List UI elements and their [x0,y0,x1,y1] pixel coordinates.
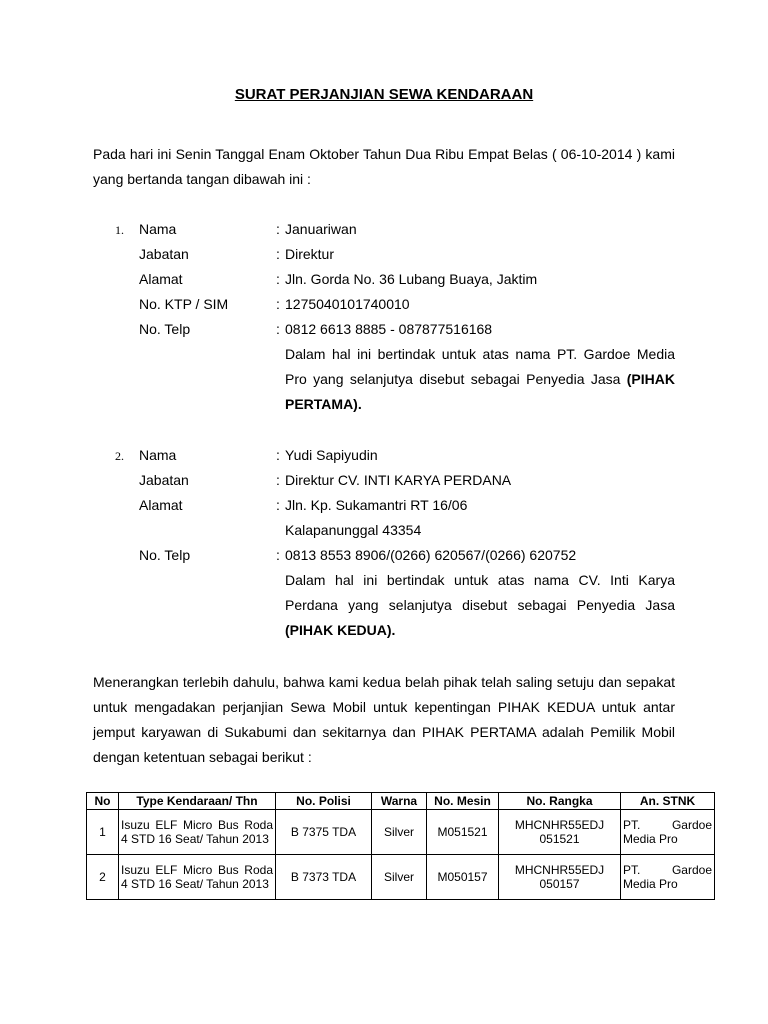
field-colon: : [276,472,280,488]
cell-mesin: M050157 [427,855,499,900]
field-value: Jln. Gorda No. 36 Lubang Buaya, Jaktim [285,271,538,287]
field-colon: : [276,246,280,262]
cell-no: 2 [87,855,119,900]
column-header: Warna [372,793,427,810]
cell-rangka: MHCNHR55EDJ 050157 [499,855,621,900]
statement-paragraph: Menerangkan terlebih dahulu, bahwa kami kedua belah pihak telah saling setuju dan sepakat untuk mengadakan perjanjian Sewa Mobil untuk kepentingan PIHAK KEDUA untuk antar jemput karyawan di Sukabumi dan sekitarnya dan PIHAK PERTAMA adalah Pemilik Mobil dengan ketentuan sebagai berikut : [93,674,675,765]
field-value: Jln. Kp. Sukamantri RT 16/06 [285,497,468,513]
field-label: No. Telp [139,321,191,337]
column-header: No [87,793,119,810]
field-label: Jabatan [139,472,189,488]
party-one-role-note [285,342,675,417]
cell-polisi: B 7375 TDA [276,810,372,855]
field-label: No. Telp [139,547,191,563]
role-note-text: Dalam hal ini bertindak untuk atas nama CV. Inti Karya Perdana yang selanjutya disebut sebagai Penyedia Jasa [285,572,675,613]
field-value: Direktur CV. INTI KARYA PERDANA [285,472,512,488]
column-header: No. Rangka [499,793,621,810]
field-label: Alamat [139,497,183,513]
document-title: SURAT PERJANJIAN SEWA KENDARAAN [234,86,534,103]
field-colon: : [276,547,280,563]
cell-warna: Silver [372,855,427,900]
field-label: Nama [139,447,177,463]
role-note-bold: (PIHAK KEDUA). [285,622,396,638]
cell-stnk: PT. Gardoe Media Pro [621,810,715,855]
field-value: 1275040101740010 [285,296,410,312]
cell-stnk: PT. Gardoe Media Pro [621,855,715,900]
cell-polisi: B 7373 TDA [276,855,372,900]
column-header: An. STNK [621,793,715,810]
field-colon: : [276,221,280,237]
field-label: Jabatan [139,246,189,262]
field-value: Direktur [285,246,335,262]
field-value: 0812 6613 8885 - 087877516168 [285,321,493,337]
table-header-row [87,793,715,810]
cell-warna: Silver [372,810,427,855]
role-note-bold: (PIHAK PERTAMA). [285,371,675,412]
party-one-number: 1. [115,223,124,237]
field-colon: : [276,271,280,287]
cell-rangka: MHCNHR55EDJ 051521 [499,810,621,855]
field-value: Kalapanunggal 43354 [285,522,422,538]
cell-mesin: M051521 [427,810,499,855]
column-header: Type Kendaraan/ Thn [119,793,276,810]
opening-paragraph: Pada hari ini Senin Tanggal Enam Oktober Tahun Dua Ribu Empat Belas ( 06-10-2014 ) kami yang bertanda tangan dibawah ini : [93,146,675,187]
vehicle-table [86,792,715,900]
column-header: No. Mesin [427,793,499,810]
cell-type: Isuzu ELF Micro Bus Roda 4 STD 16 Seat/ Tahun 2013 [119,810,276,855]
party-two-number: 2. [115,449,124,463]
field-label: Alamat [139,271,183,287]
field-label: No. KTP / SIM [139,296,229,312]
table-row [87,855,715,900]
field-value: Yudi Sapiyudin [285,447,378,463]
field-colon: : [276,447,280,463]
field-value: 0813 8553 8906/(0266) 620567/(0266) 620752 [285,547,577,563]
table-row [87,810,715,855]
field-label: Nama [139,221,177,237]
party-two-role-note [285,568,675,643]
cell-no: 1 [87,810,119,855]
field-value: Januariwan [285,221,357,237]
field-colon: : [276,497,280,513]
field-colon: : [276,321,280,337]
field-colon: : [276,296,280,312]
column-header: No. Polisi [276,793,372,810]
cell-type: Isuzu ELF Micro Bus Roda 4 STD 16 Seat/ Tahun 2013 [119,855,276,900]
role-note-text: Dalam hal ini bertindak untuk atas nama PT. Gardoe Media Pro yang selanjutya disebut sebagai Penyedia Jasa [285,346,675,387]
